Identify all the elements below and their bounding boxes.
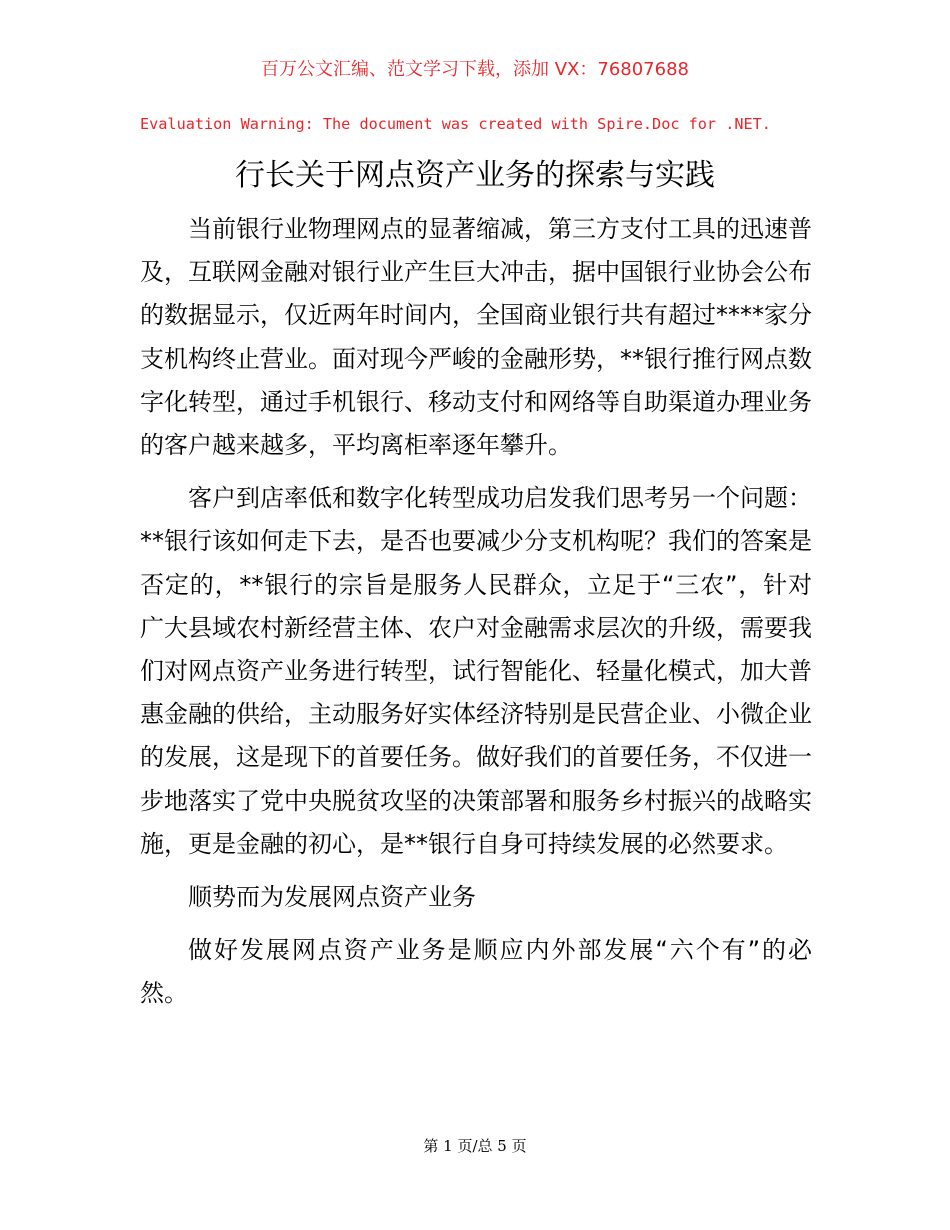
header-promo-note: 百万公文汇编、范文学习下载，添加 VX：76807688 [261, 59, 689, 80]
body-paragraph-1: 当前银行业物理网点的显著缩减，第三方支付工具的迅速普及，互联网金融对银行业产生巨大冲击，据中国银行业协会公布的数据显示，仅近两年时间内，全国商业银行共有超过****家分支机构终止营业。面对现今严峻的金融形势，**银行推行网点数字化转型，通过手机银行、移动支付和网络等自助渠道办理业务的客户越来越多，平均离柜率逐年攀升。 [140, 215, 812, 460]
body-paragraph-2: 客户到店率低和数字化转型成功启发我们思考另一个问题：**银行该如何走下去，是否也要减少分支机构呢？我们的答案是否定的，**银行的宗旨是服务人民群众，立足于“三农”，针对广大县域农村新经营主体、农户对金融需求层次的升级，需要我们对网点资产业务进行转型，试行智能化、轻量化模式，加大普惠金融的供给，主动服务好实体经济特别是民营企业、小微企业的发展，这是现下的首要任务。做好我们的首要任务，不仅进一步地落实了党中央脱贫攻坚的决策部署和服务乡村振兴的战略实施，更是金融的初心，是**银行自身可持续发展的必然要求。 [140, 484, 812, 858]
body-paragraph-3: 做好发展网点资产业务是顺应内外部发展“六个有”的必然。 [140, 936, 812, 1008]
document-title: 行长关于网点资产业务的探索与实践 [235, 158, 715, 193]
page-number-footer: 第 1 页/总 5 页 [423, 1137, 527, 1155]
document-body [140, 208, 812, 1016]
section-heading: 顺势而为发展网点资产业务 [188, 883, 476, 912]
evaluation-warning: Evaluation Warning: The document was created with Spire.Doc for .NET. [140, 115, 771, 133]
